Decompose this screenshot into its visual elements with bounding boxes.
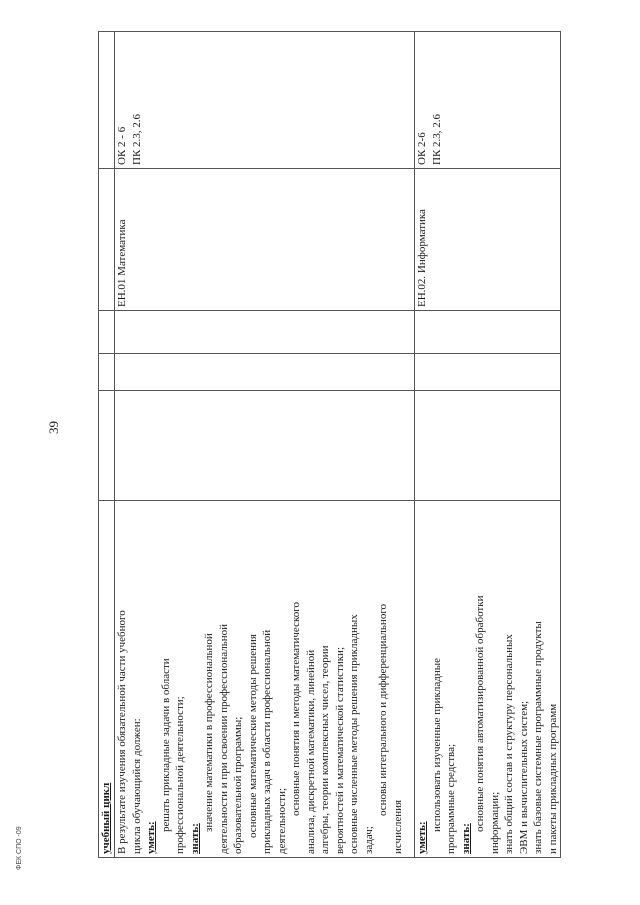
section-title-cell	[99, 501, 115, 858]
knowledge-line: вероятностей и математической статистики;	[333, 647, 346, 854]
intro-line: цикла обучающийся должен:	[130, 718, 143, 854]
skills-line: решать прикладные задачи в области	[159, 658, 172, 832]
table-row	[115, 32, 415, 858]
discipline-cell	[415, 169, 561, 311]
knowledge-line: ЭВМ и вычислительных систем;	[517, 700, 530, 854]
knowledge-line: задач;	[362, 826, 375, 854]
competencies-cell	[115, 32, 415, 169]
competency-code: ПК 2.3, 2.6	[430, 113, 443, 165]
knowledge-line: основные понятия автоматизированной обработки	[474, 595, 486, 832]
discipline-name: ЕН.02. Информатика	[416, 209, 428, 307]
knowledge-label: знать:	[188, 823, 201, 854]
discipline-name: ЕН.01 Математика	[116, 219, 128, 307]
skills-label: уметь:	[145, 821, 157, 854]
table-row	[415, 32, 561, 858]
footer-code: ФЕК СПО -09	[16, 826, 23, 870]
competencies-cell	[415, 32, 561, 169]
competency-code: ПК 2.3, 2.6	[130, 113, 143, 165]
section-title: учебный цикл	[100, 782, 112, 854]
knowledge-line: основы интегрального и дифференциального	[377, 603, 389, 816]
knowledge-line: анализа, дискретной математики, линейной	[304, 649, 317, 854]
knowledge-line: прикладных задач в области профессиональной	[261, 629, 273, 854]
curriculum-table	[98, 31, 561, 858]
knowledge-line: деятельности;	[275, 787, 288, 854]
requirements-cell	[115, 501, 415, 858]
competency-code: ОК 2 - 6	[116, 126, 128, 165]
knowledge-line: основные численные методы решения прикладных	[348, 614, 360, 854]
competency-code: ОК 2-6	[416, 132, 428, 165]
knowledge-line: знать общий состав и структуру персональных	[503, 634, 515, 854]
intro-line: В результате изучения обязательной части учебного	[116, 610, 128, 854]
knowledge-line: информации;	[488, 791, 501, 854]
knowledge-line: знать базовые системные программные продукты	[532, 621, 544, 854]
curriculum-table-rotated	[98, 32, 559, 858]
knowledge-line: алгебры, теории комплексных чисел, теории	[319, 645, 331, 854]
knowledge-line: образовательной программы;	[232, 716, 244, 854]
skills-label: уметь:	[416, 821, 428, 854]
discipline-cell	[115, 169, 415, 311]
knowledge-line: и пакеты прикладных программ	[546, 703, 559, 854]
page-number: 39	[46, 421, 61, 434]
knowledge-line: деятельности и при освоении профессиональной	[217, 623, 230, 854]
skills-line: использовать изученные прикладные	[430, 658, 443, 832]
knowledge-line: основные математические методы решения	[246, 634, 259, 838]
knowledge-line: исчисления	[391, 799, 404, 854]
knowledge-label: знать:	[459, 823, 472, 854]
skills-line: профессиональной деятельности;	[174, 696, 186, 854]
requirements-cell	[415, 501, 561, 858]
knowledge-line: значение математики в профессиональной	[203, 633, 215, 832]
knowledge-line: основные понятия и методы математического	[290, 602, 302, 816]
skills-line: программные средства;	[445, 743, 457, 854]
section-header-row	[99, 32, 115, 858]
